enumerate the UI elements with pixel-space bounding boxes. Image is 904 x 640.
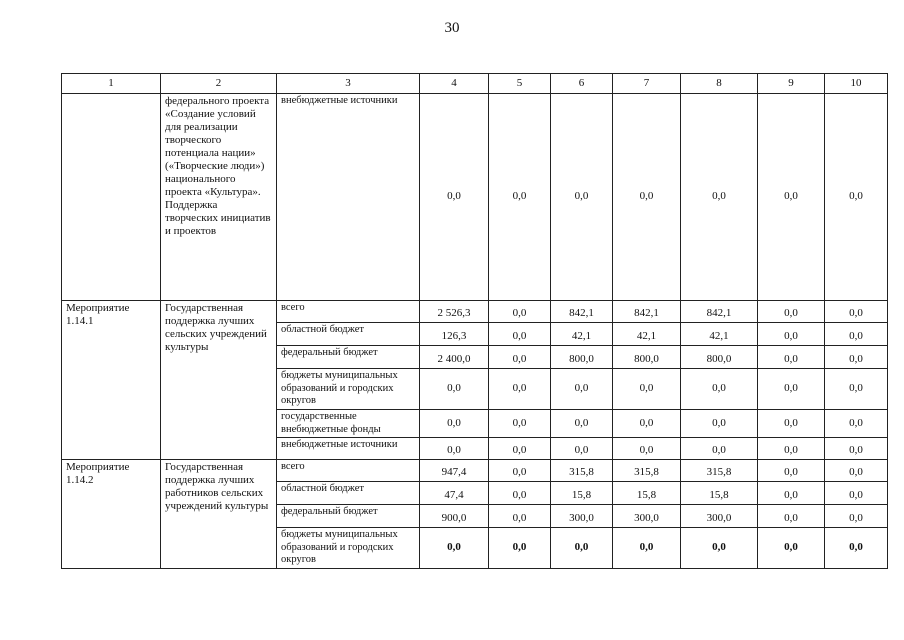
value-cell: 0,0 xyxy=(758,369,825,410)
value-cell: 900,0 xyxy=(420,505,489,528)
header-cell: 2 xyxy=(161,74,277,94)
table-row xyxy=(62,94,888,301)
header-cell: 6 xyxy=(551,74,613,94)
source-cell: всего xyxy=(277,460,420,482)
value-cell: 800,0 xyxy=(681,346,758,369)
header-cell: 4 xyxy=(420,74,489,94)
description-cell: федерального проекта «Создание условий для реализации творческого потенциала нации» («Творческие люди») национального проекта «Культура». Поддержка творческих инициатив и проектов xyxy=(161,94,277,301)
value-cell: 0,0 xyxy=(681,94,758,301)
value-cell: 15,8 xyxy=(613,482,681,505)
source-cell: государственные внебюджетные фонды xyxy=(277,410,420,438)
value-cell: 0,0 xyxy=(681,410,758,438)
value-cell: 842,1 xyxy=(613,301,681,323)
value-cell: 0,0 xyxy=(758,505,825,528)
value-cell: 0,0 xyxy=(681,369,758,410)
value-cell: 0,0 xyxy=(825,438,888,460)
value-cell: 0,0 xyxy=(420,369,489,410)
value-cell: 0,0 xyxy=(825,346,888,369)
value-cell: 42,1 xyxy=(613,323,681,346)
header-cell: 3 xyxy=(277,74,420,94)
value-cell: 0,0 xyxy=(613,410,681,438)
header-cell: 10 xyxy=(825,74,888,94)
value-cell: 0,0 xyxy=(758,460,825,482)
value-cell: 42,1 xyxy=(551,323,613,346)
value-cell: 0,0 xyxy=(420,94,489,301)
value-cell: 0,0 xyxy=(758,410,825,438)
value-cell: 0,0 xyxy=(489,410,551,438)
value-cell: 0,0 xyxy=(613,528,681,569)
table-row xyxy=(62,301,888,323)
value-cell: 2 526,3 xyxy=(420,301,489,323)
value-cell: 0,0 xyxy=(825,94,888,301)
value-cell: 800,0 xyxy=(613,346,681,369)
value-cell: 0,0 xyxy=(551,94,613,301)
table-row xyxy=(62,460,888,482)
source-cell: областной бюджет xyxy=(277,482,420,505)
header-cell: 7 xyxy=(613,74,681,94)
source-cell: внебюджетные источники xyxy=(277,438,420,460)
value-cell: 0,0 xyxy=(551,528,613,569)
value-cell: 0,0 xyxy=(489,369,551,410)
header-cell: 8 xyxy=(681,74,758,94)
value-cell: 0,0 xyxy=(758,323,825,346)
value-cell: 800,0 xyxy=(551,346,613,369)
source-cell: бюджеты муниципальных образований и городских округов xyxy=(277,528,420,569)
value-cell: 315,8 xyxy=(551,460,613,482)
event-description-cell: Государственная поддержка лучших работников сельских учреждений культуры xyxy=(161,460,277,569)
budget-table xyxy=(61,73,888,569)
value-cell: 0,0 xyxy=(489,460,551,482)
event-cell xyxy=(62,94,161,301)
value-cell: 0,0 xyxy=(551,438,613,460)
value-cell: 315,8 xyxy=(681,460,758,482)
value-cell: 0,0 xyxy=(551,369,613,410)
value-cell: 0,0 xyxy=(489,438,551,460)
value-cell: 0,0 xyxy=(758,528,825,569)
value-cell: 0,0 xyxy=(613,369,681,410)
value-cell: 0,0 xyxy=(825,410,888,438)
value-cell: 0,0 xyxy=(489,505,551,528)
value-cell: 0,0 xyxy=(758,438,825,460)
header-cell: 1 xyxy=(62,74,161,94)
source-cell: федеральный бюджет xyxy=(277,346,420,369)
value-cell: 300,0 xyxy=(613,505,681,528)
value-cell: 0,0 xyxy=(420,438,489,460)
value-cell: 300,0 xyxy=(551,505,613,528)
value-cell: 0,0 xyxy=(825,369,888,410)
value-cell: 15,8 xyxy=(681,482,758,505)
value-cell: 315,8 xyxy=(613,460,681,482)
value-cell: 126,3 xyxy=(420,323,489,346)
value-cell: 0,0 xyxy=(758,94,825,301)
event-description-cell: Государственная поддержка лучших сельских учреждений культуры xyxy=(161,301,277,460)
value-cell: 0,0 xyxy=(420,528,489,569)
value-cell: 0,0 xyxy=(758,482,825,505)
value-cell: 947,4 xyxy=(420,460,489,482)
source-cell: всего xyxy=(277,301,420,323)
value-cell: 2 400,0 xyxy=(420,346,489,369)
source-cell: бюджеты муниципальных образований и городских округов xyxy=(277,369,420,410)
value-cell: 0,0 xyxy=(489,301,551,323)
value-cell: 0,0 xyxy=(825,301,888,323)
value-cell: 0,0 xyxy=(489,482,551,505)
value-cell: 0,0 xyxy=(681,438,758,460)
value-cell: 842,1 xyxy=(681,301,758,323)
value-cell: 0,0 xyxy=(489,323,551,346)
value-cell: 300,0 xyxy=(681,505,758,528)
header-row xyxy=(62,74,888,94)
value-cell: 0,0 xyxy=(420,410,489,438)
event-name-cell: Мероприятие 1.14.2 xyxy=(62,460,161,569)
value-cell: 0,0 xyxy=(825,528,888,569)
value-cell: 0,0 xyxy=(825,460,888,482)
source-cell: внебюджетные источники xyxy=(277,94,420,301)
value-cell: 47,4 xyxy=(420,482,489,505)
value-cell: 0,0 xyxy=(613,438,681,460)
value-cell: 0,0 xyxy=(825,482,888,505)
value-cell: 0,0 xyxy=(825,323,888,346)
value-cell: 0,0 xyxy=(758,346,825,369)
value-cell: 0,0 xyxy=(613,94,681,301)
value-cell: 15,8 xyxy=(551,482,613,505)
source-cell: областной бюджет xyxy=(277,323,420,346)
event-name-cell: Мероприятие 1.14.1 xyxy=(62,301,161,460)
value-cell: 0,0 xyxy=(489,346,551,369)
source-cell: федеральный бюджет xyxy=(277,505,420,528)
value-cell: 0,0 xyxy=(551,410,613,438)
value-cell: 0,0 xyxy=(758,301,825,323)
page-number: 30 xyxy=(444,20,460,36)
value-cell: 0,0 xyxy=(489,94,551,301)
header-cell: 5 xyxy=(489,74,551,94)
value-cell: 842,1 xyxy=(551,301,613,323)
value-cell: 0,0 xyxy=(825,505,888,528)
header-cell: 9 xyxy=(758,74,825,94)
value-cell: 0,0 xyxy=(681,528,758,569)
value-cell: 0,0 xyxy=(489,528,551,569)
value-cell: 42,1 xyxy=(681,323,758,346)
